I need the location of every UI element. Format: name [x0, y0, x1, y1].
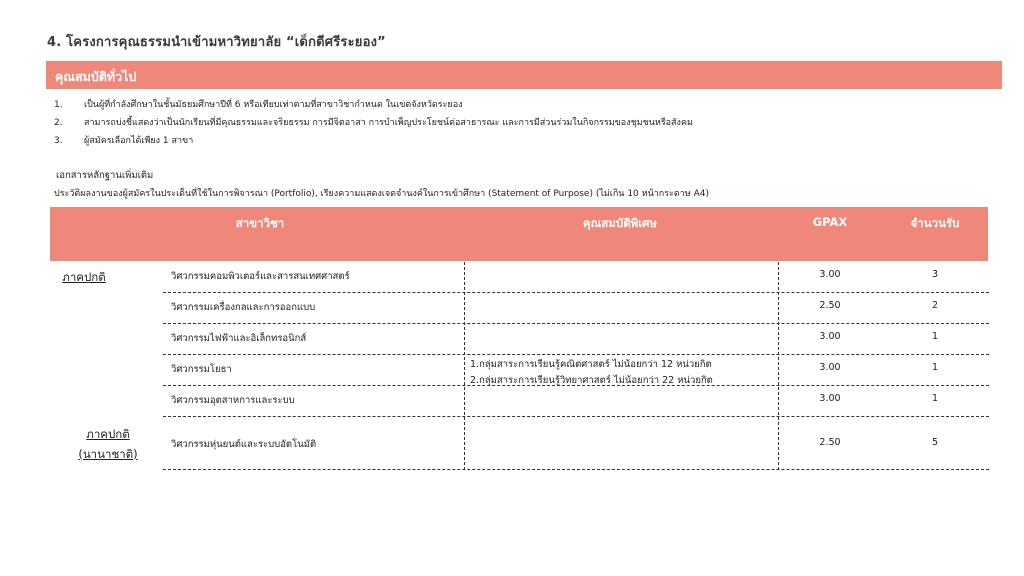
documents-text: ประวัติผลงานของผู้สมัครในประเด็นที่ใช้ในการพิจารณา (Portfolio), เรียงความแสดงเจตจำนงค์ในการเข้าศึกษา (Statement of Purpose) (ไม่เกิน 10 หน้ากระดาษ A4) — [54, 189, 709, 199]
group-label-line: ภาคปกติ — [86, 427, 130, 441]
table-header — [50, 207, 988, 261]
intake-count: 1 — [931, 362, 939, 373]
table-row — [163, 262, 989, 293]
gpax-value: 3.00 — [819, 269, 841, 280]
special-qualifications — [470, 357, 770, 389]
program-name: วิศวกรรมหุ่นยนต์และระบบอัตโนมัติ — [171, 439, 317, 450]
item-number: 1. — [54, 100, 63, 110]
table-row — [163, 417, 989, 470]
item-text: เป็นผู้ที่กำลังศึกษาในชั้นมัธยมศึกษาปีที่ 6 หรือเทียบเท่าตามที่สาขาวิชากำหนด ในเขตจังหวัดระยอง — [84, 100, 463, 110]
table-row — [163, 386, 989, 417]
general-qualifications-bar — [46, 61, 1002, 89]
item-text: สามารถบ่งชี้แสดงว่าเป็นนักเรียนที่มีคุณธรรมและจริยธรรม การมีจิตอาสา การบำเพ็ญประโยชน์ต่อสาธารณะ และการมีส่วนร่วมในกิจกรรมของชุมชนหรือสังคม — [84, 118, 693, 128]
group-label-regular: ภาคปกติ — [62, 270, 106, 284]
page-title: 4. โครงการคุณธรรมนำเข้ามหาวิทยาลัย “เด็กดีศรีระยอง” — [47, 35, 386, 50]
list-item — [54, 133, 693, 151]
intake-count: 1 — [931, 331, 939, 342]
header-count: จำนวนรับ — [910, 216, 960, 230]
intake-count: 3 — [931, 269, 939, 280]
gpax-value: 3.00 — [819, 393, 841, 404]
item-number: 3. — [54, 136, 63, 146]
special-qualification-line: 2.กลุ่มสาระการเรียนรู้วิทยาศาสตร์ ไม่น้อยกว่า 22 หน่วยกิต — [470, 375, 713, 386]
item-text: ผู้สมัครเลือกได้เพียง 1 สาขา — [84, 136, 194, 146]
intake-count: 2 — [931, 300, 939, 311]
intake-count: 5 — [931, 437, 939, 448]
general-qualifications-heading: คุณสมบัติทั่วไป — [55, 69, 137, 84]
header-special: คุณสมบัติพิเศษ — [582, 216, 658, 230]
program-name: วิศวกรรมเครื่องกลและการออกแบบ — [171, 302, 316, 313]
header-program: สาขาวิชา — [235, 216, 285, 230]
group-label-international — [70, 424, 146, 464]
program-name: วิศวกรรมโยธา — [171, 364, 232, 375]
gpax-value: 3.00 — [819, 331, 841, 342]
table-row — [163, 293, 989, 324]
general-qualifications-list — [54, 97, 693, 151]
gpax-value: 2.50 — [819, 300, 841, 311]
intake-count: 1 — [931, 393, 939, 404]
gpax-value: 2.50 — [819, 437, 841, 448]
header-gpax: GPAX — [812, 215, 848, 229]
documents-heading: เอกสารหลักฐานเพิ่มเติม — [56, 170, 154, 181]
list-item — [54, 115, 693, 133]
special-qualification-line: 1.กลุ่มสาระการเรียนรู้คณิตศาสตร์ ไม่น้อยกว่า 12 หน่วยกิต — [470, 359, 712, 370]
program-name: วิศวกรรมอุตสาหการและระบบ — [171, 395, 295, 406]
table-row — [163, 324, 989, 355]
gpax-value: 3.00 — [819, 362, 841, 373]
program-name: วิศวกรรมคอมพิวเตอร์และสารสนเทศศาสตร์ — [171, 271, 350, 282]
item-number: 2. — [54, 118, 63, 128]
list-item — [54, 97, 693, 115]
group-label-line: (นานาชาติ) — [78, 447, 138, 461]
program-name: วิศวกรรมไฟฟ้าและอิเล็กทรอนิกส์ — [171, 333, 307, 344]
